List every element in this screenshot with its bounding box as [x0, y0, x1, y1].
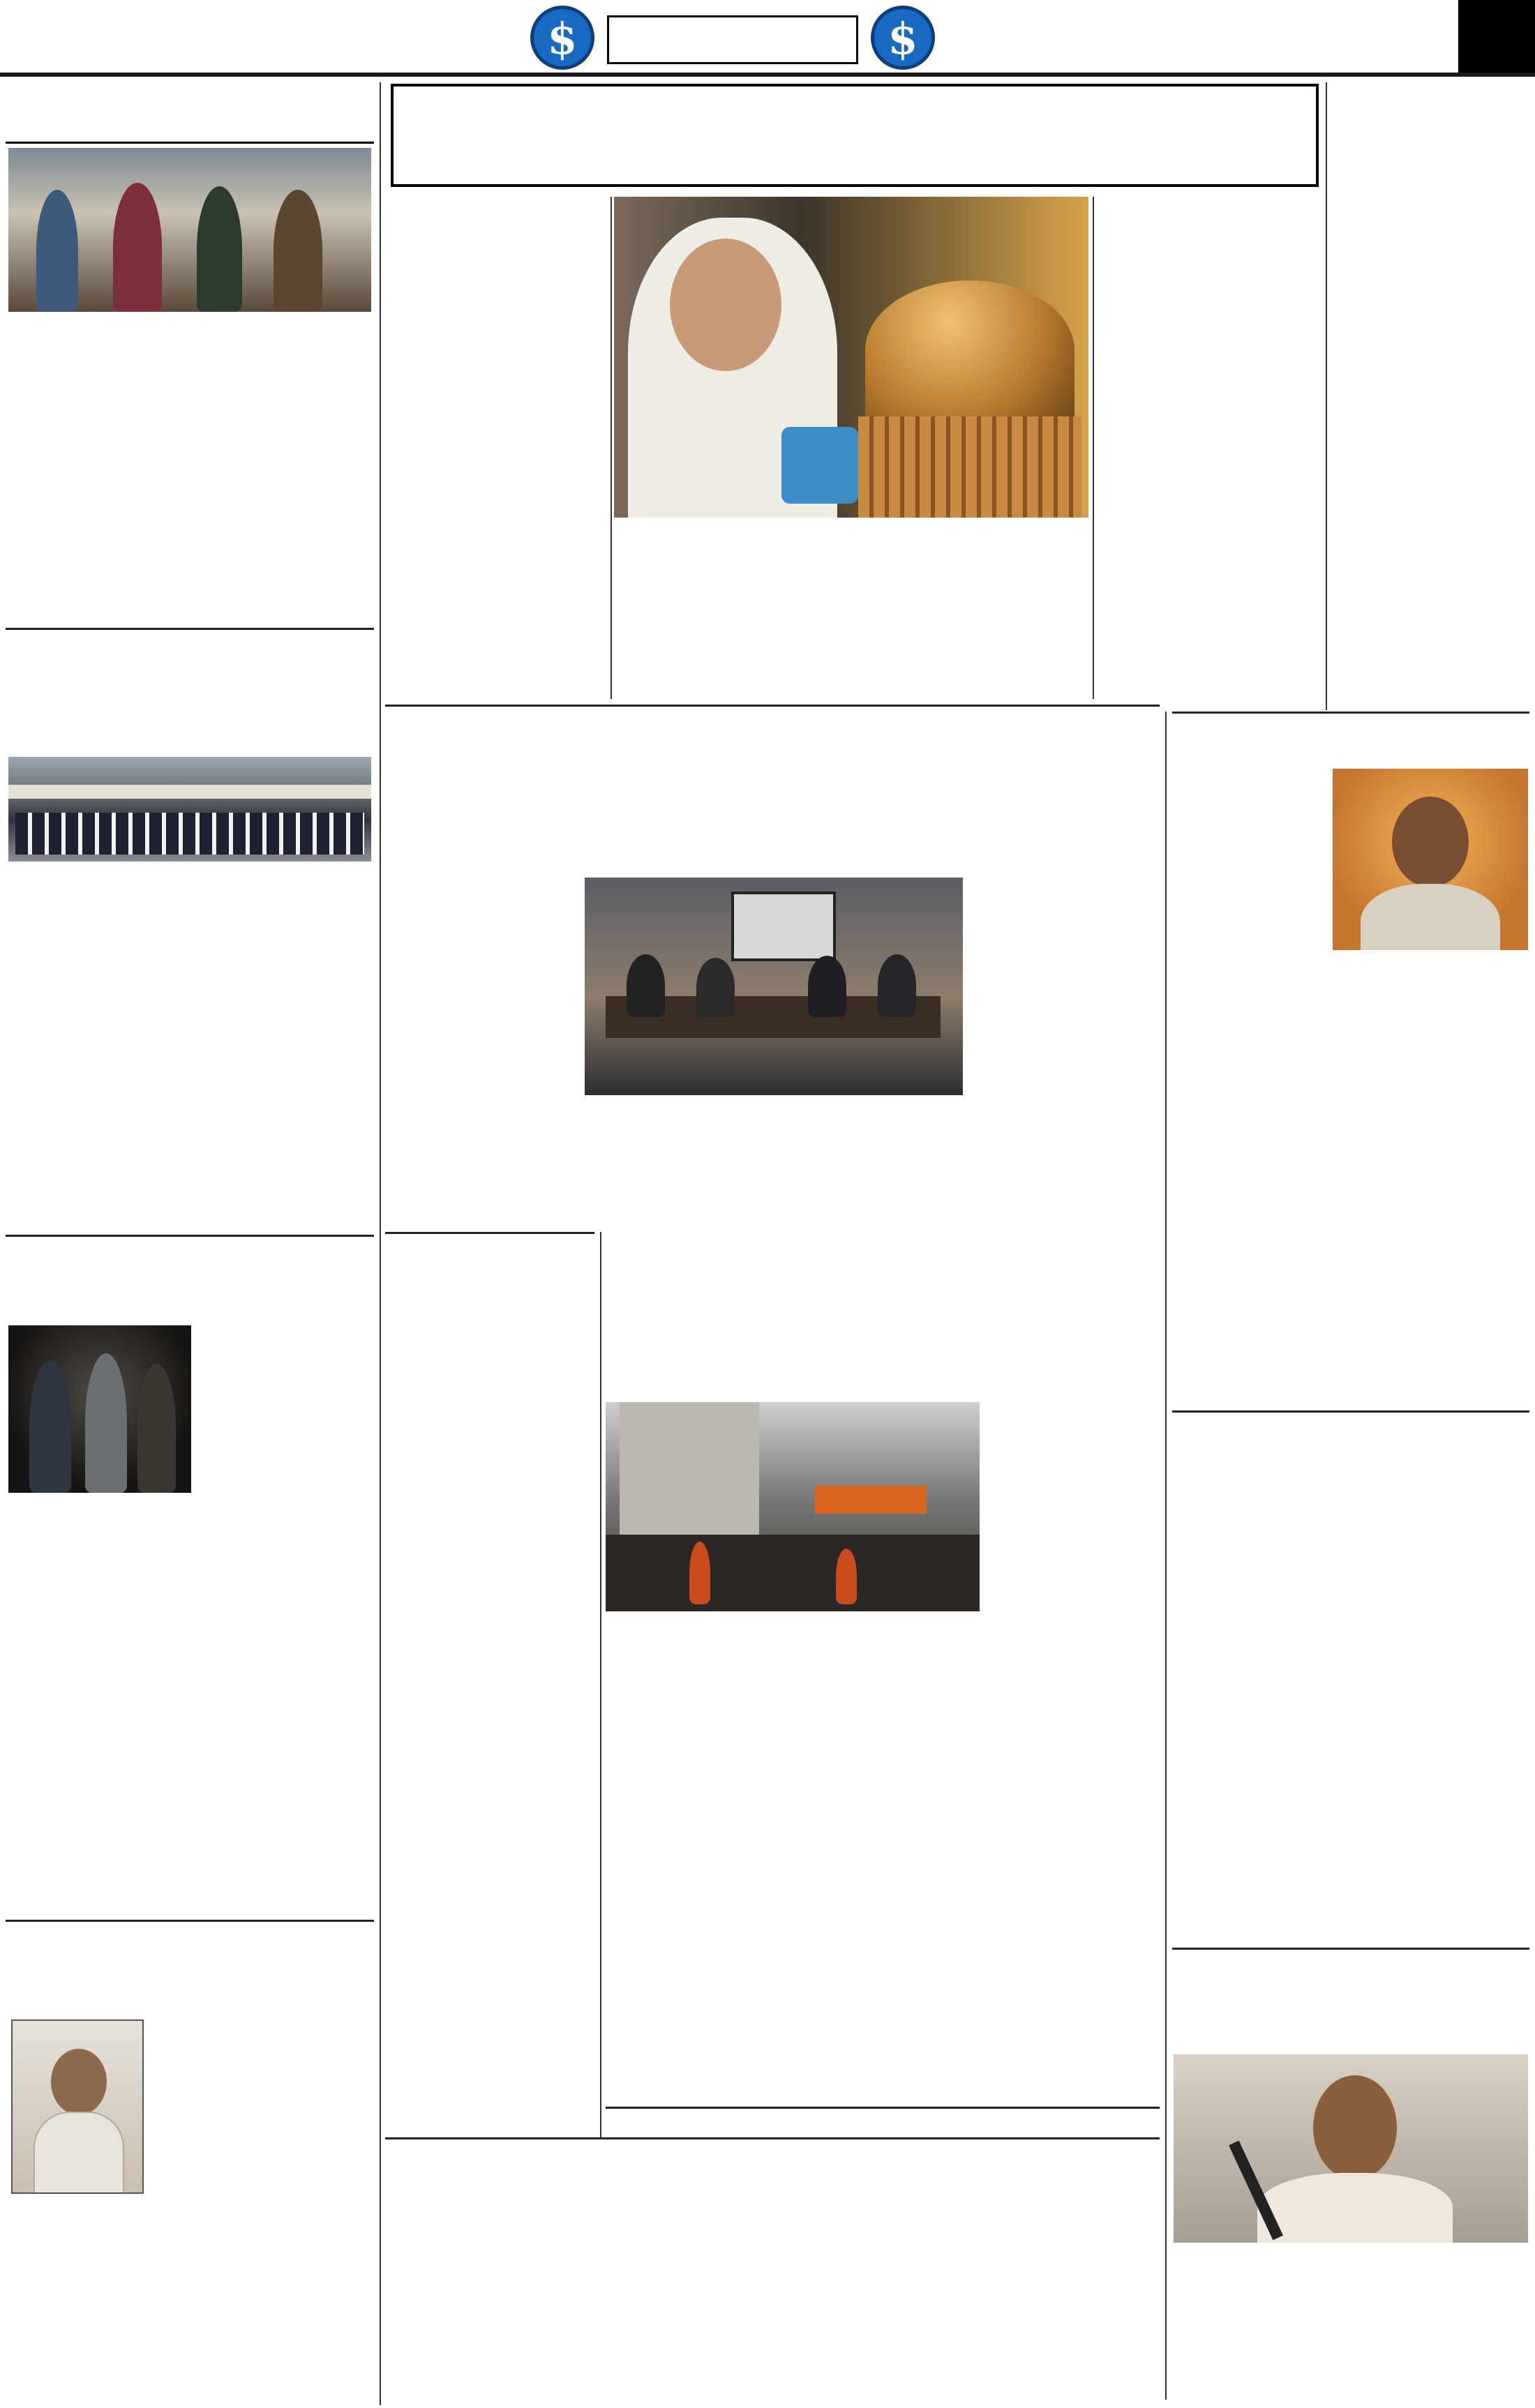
right-story1-headline-box — [1333, 89, 1529, 166]
sukanta-portrait — [1333, 769, 1528, 950]
left-story1-headline-box — [6, 89, 374, 144]
emblem-icon-left — [530, 6, 594, 70]
masthead — [0, 0, 1535, 77]
right-story3-body — [1174, 1552, 1528, 1943]
section-title — [607, 15, 858, 64]
fire-headline-box — [606, 1232, 1160, 1397]
page-number — [1458, 0, 1535, 73]
lead-headline-box — [391, 84, 1319, 187]
mamata-court-photo — [614, 197, 1088, 518]
left-story4-headline-box — [6, 1925, 374, 2009]
lead-body-col2 — [385, 197, 607, 699]
victim-photo — [11, 2019, 144, 2194]
ex-servicemen-photo — [8, 148, 371, 312]
modi-headline-box — [385, 1237, 594, 1412]
left-story3-headline-box — [6, 1239, 374, 1321]
suvendu-photo — [1174, 2054, 1528, 2243]
right-story4-headline-box — [1172, 1953, 1529, 2051]
modi-body — [385, 1416, 594, 2135]
school-event-photo — [8, 757, 371, 861]
section-banner — [530, 3, 935, 73]
right-story3-headline-box — [1172, 1416, 1529, 1549]
right-story4-body — [1174, 2248, 1528, 2401]
china-headline-box — [385, 710, 1160, 871]
left-story3-body-a — [197, 1325, 371, 1493]
left-story4-body — [149, 2019, 371, 2400]
china-body-a — [970, 878, 1160, 1226]
emblem-icon-right — [871, 6, 935, 70]
china-meeting-photo — [585, 878, 963, 1095]
fire-photo — [606, 1402, 980, 1611]
left-story2-body — [8, 866, 371, 1229]
left-story1-body — [8, 317, 371, 624]
china-body-b — [585, 1101, 963, 1226]
fire-body — [606, 1617, 980, 2100]
lead-body-col1-cont — [614, 525, 1088, 699]
left-story2-headline-box — [6, 632, 374, 751]
fire-body-a — [985, 1402, 1160, 2100]
right-story2-body — [1174, 954, 1528, 1408]
lead-body-col1 — [1097, 197, 1320, 699]
right-story2-body-a — [1174, 769, 1327, 950]
china-body — [385, 878, 579, 1226]
arrest-photo — [8, 1325, 191, 1493]
right-story1-body — [1334, 171, 1528, 708]
left-story3-body — [8, 1500, 371, 1911]
right-story2-headline-box — [1172, 717, 1529, 766]
newspaper-logo — [7, 6, 209, 70]
